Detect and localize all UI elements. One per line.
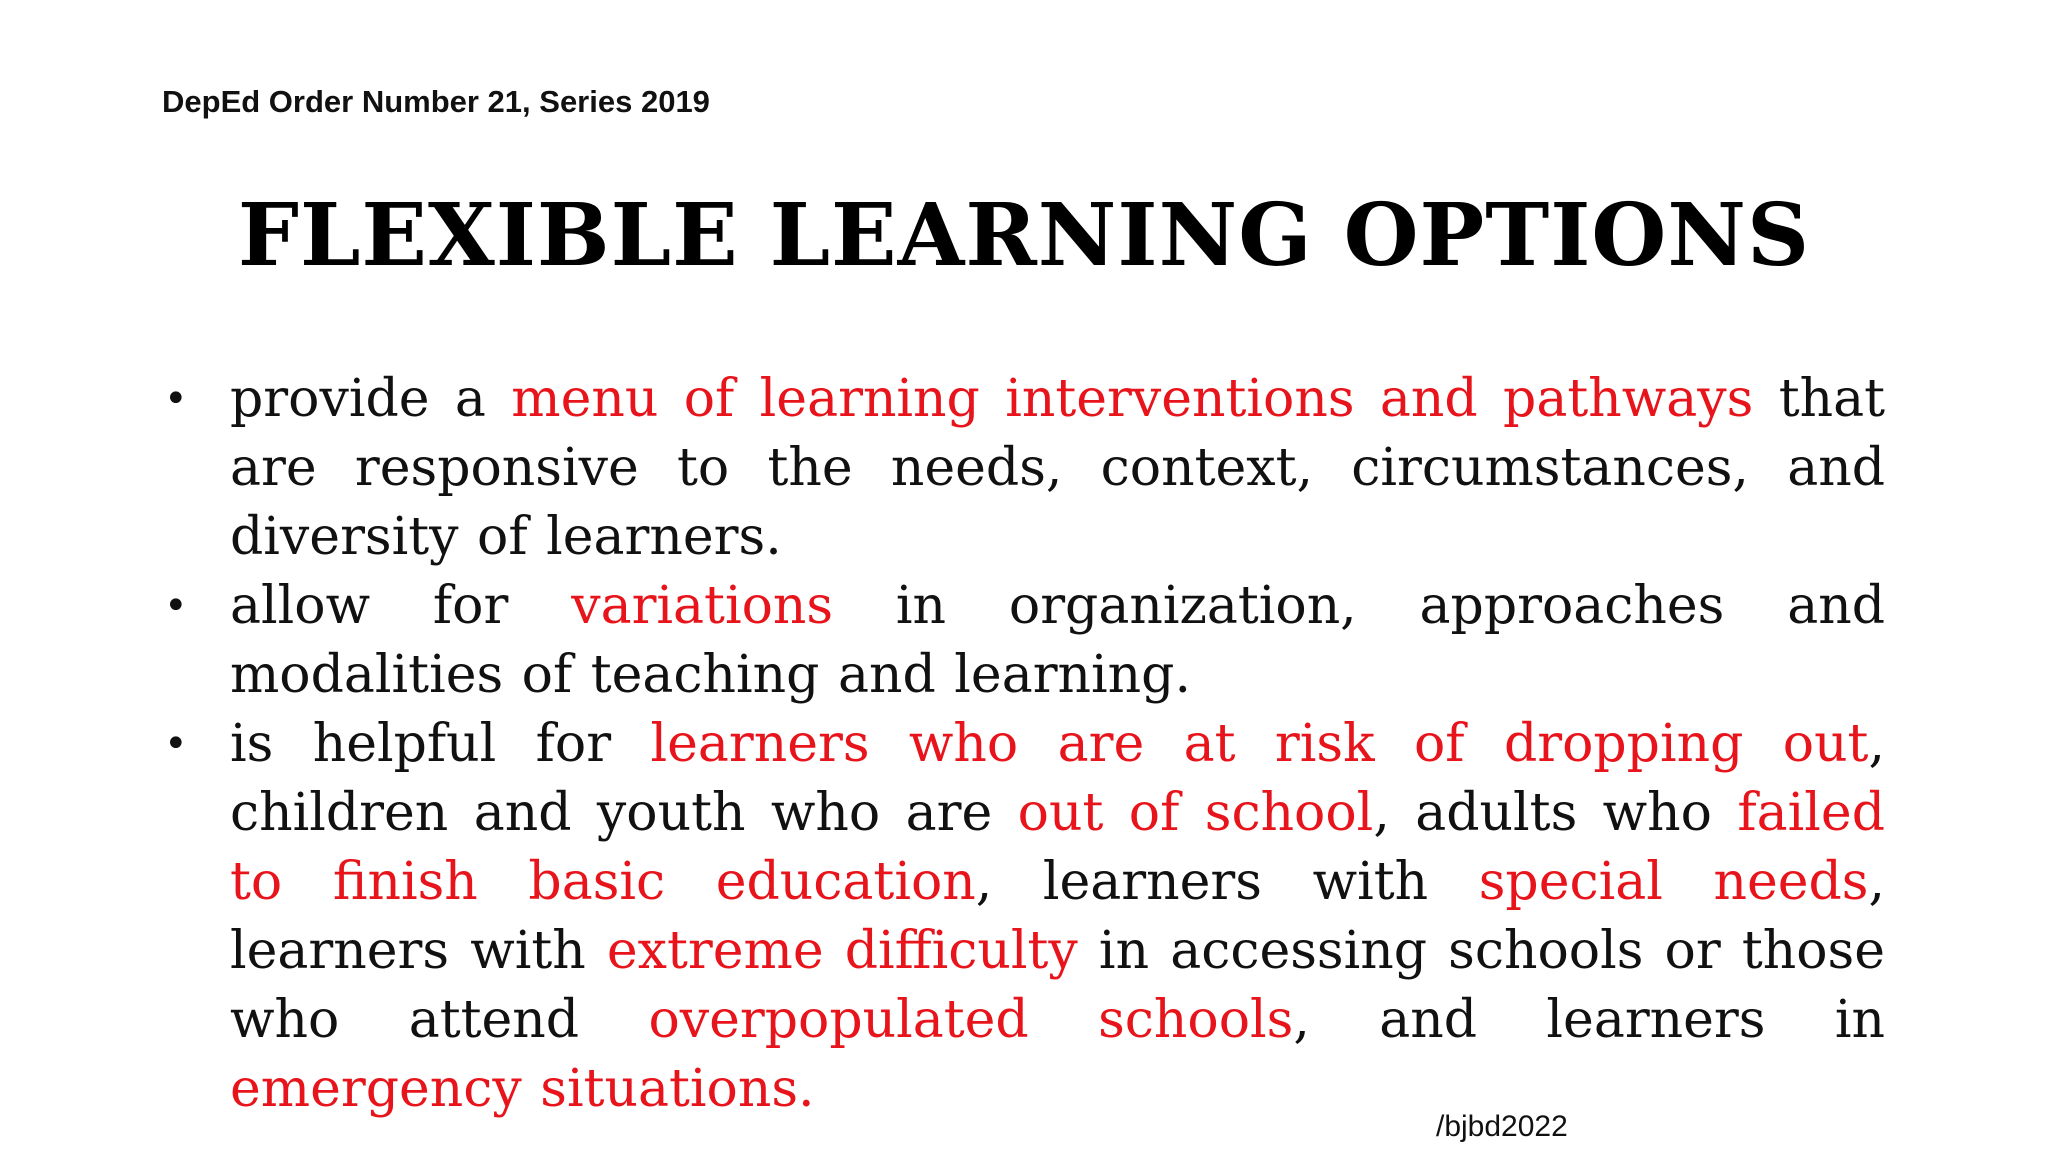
bullet-highlight: emergency situations. [230, 1059, 815, 1119]
slide-title: FLEXIBLE LEARNING OPTIONS [237, 185, 1811, 286]
bullet-segment: , learners with [975, 852, 1479, 912]
bullet-segment: , adults who [1373, 783, 1738, 843]
bullet-item [164, 365, 1885, 572]
bullet-segment: in organization, approaches and modalities of teaching and learning. [230, 576, 1885, 705]
bullet-segment: , learners with [230, 852, 1886, 981]
bullet-highlight: failed to finish basic education [230, 783, 1885, 912]
bullet-highlight: variations [571, 576, 834, 636]
bullet-segment: provide a [230, 369, 512, 429]
bullet-highlight: special needs [1478, 852, 1869, 912]
bullet-text [230, 369, 1885, 567]
bullet-dot-icon: • [164, 583, 188, 629]
bullet-highlight: overpopulated schools [648, 990, 1294, 1050]
bullet-highlight: extreme difficulty [606, 921, 1078, 981]
bullet-dot-icon: • [164, 376, 188, 422]
bullet-dot-icon: • [164, 721, 188, 767]
bullet-text [230, 714, 1885, 1119]
bullet-segment: allow for [230, 576, 572, 636]
bullet-highlight: learners who are at risk of dropping out [650, 714, 1869, 774]
bullet-segment: , and learners in [1293, 990, 1885, 1050]
bullet-highlight: out of school [1017, 783, 1374, 843]
bullet-text [230, 576, 1885, 705]
bullet-item [164, 710, 1886, 1124]
bullet-highlight: menu of learning interventions and pathways [511, 369, 1754, 429]
bullet-list [164, 365, 1886, 1124]
deped-order-reference: DepEd Order Number 21, Series 2019 [162, 84, 710, 119]
bullet-segment: in accessing schools or those who attend [230, 921, 1885, 1050]
bullet-item [164, 572, 1885, 710]
bullet-segment: , children and youth who are [230, 714, 1885, 843]
bullet-segment: is helpful for [230, 714, 651, 774]
author-credit: /bjbd2022 [1436, 1110, 1568, 1143]
bullet-segment: that are responsive to the needs, context, circumstances, and diversity of learners. [230, 369, 1885, 567]
